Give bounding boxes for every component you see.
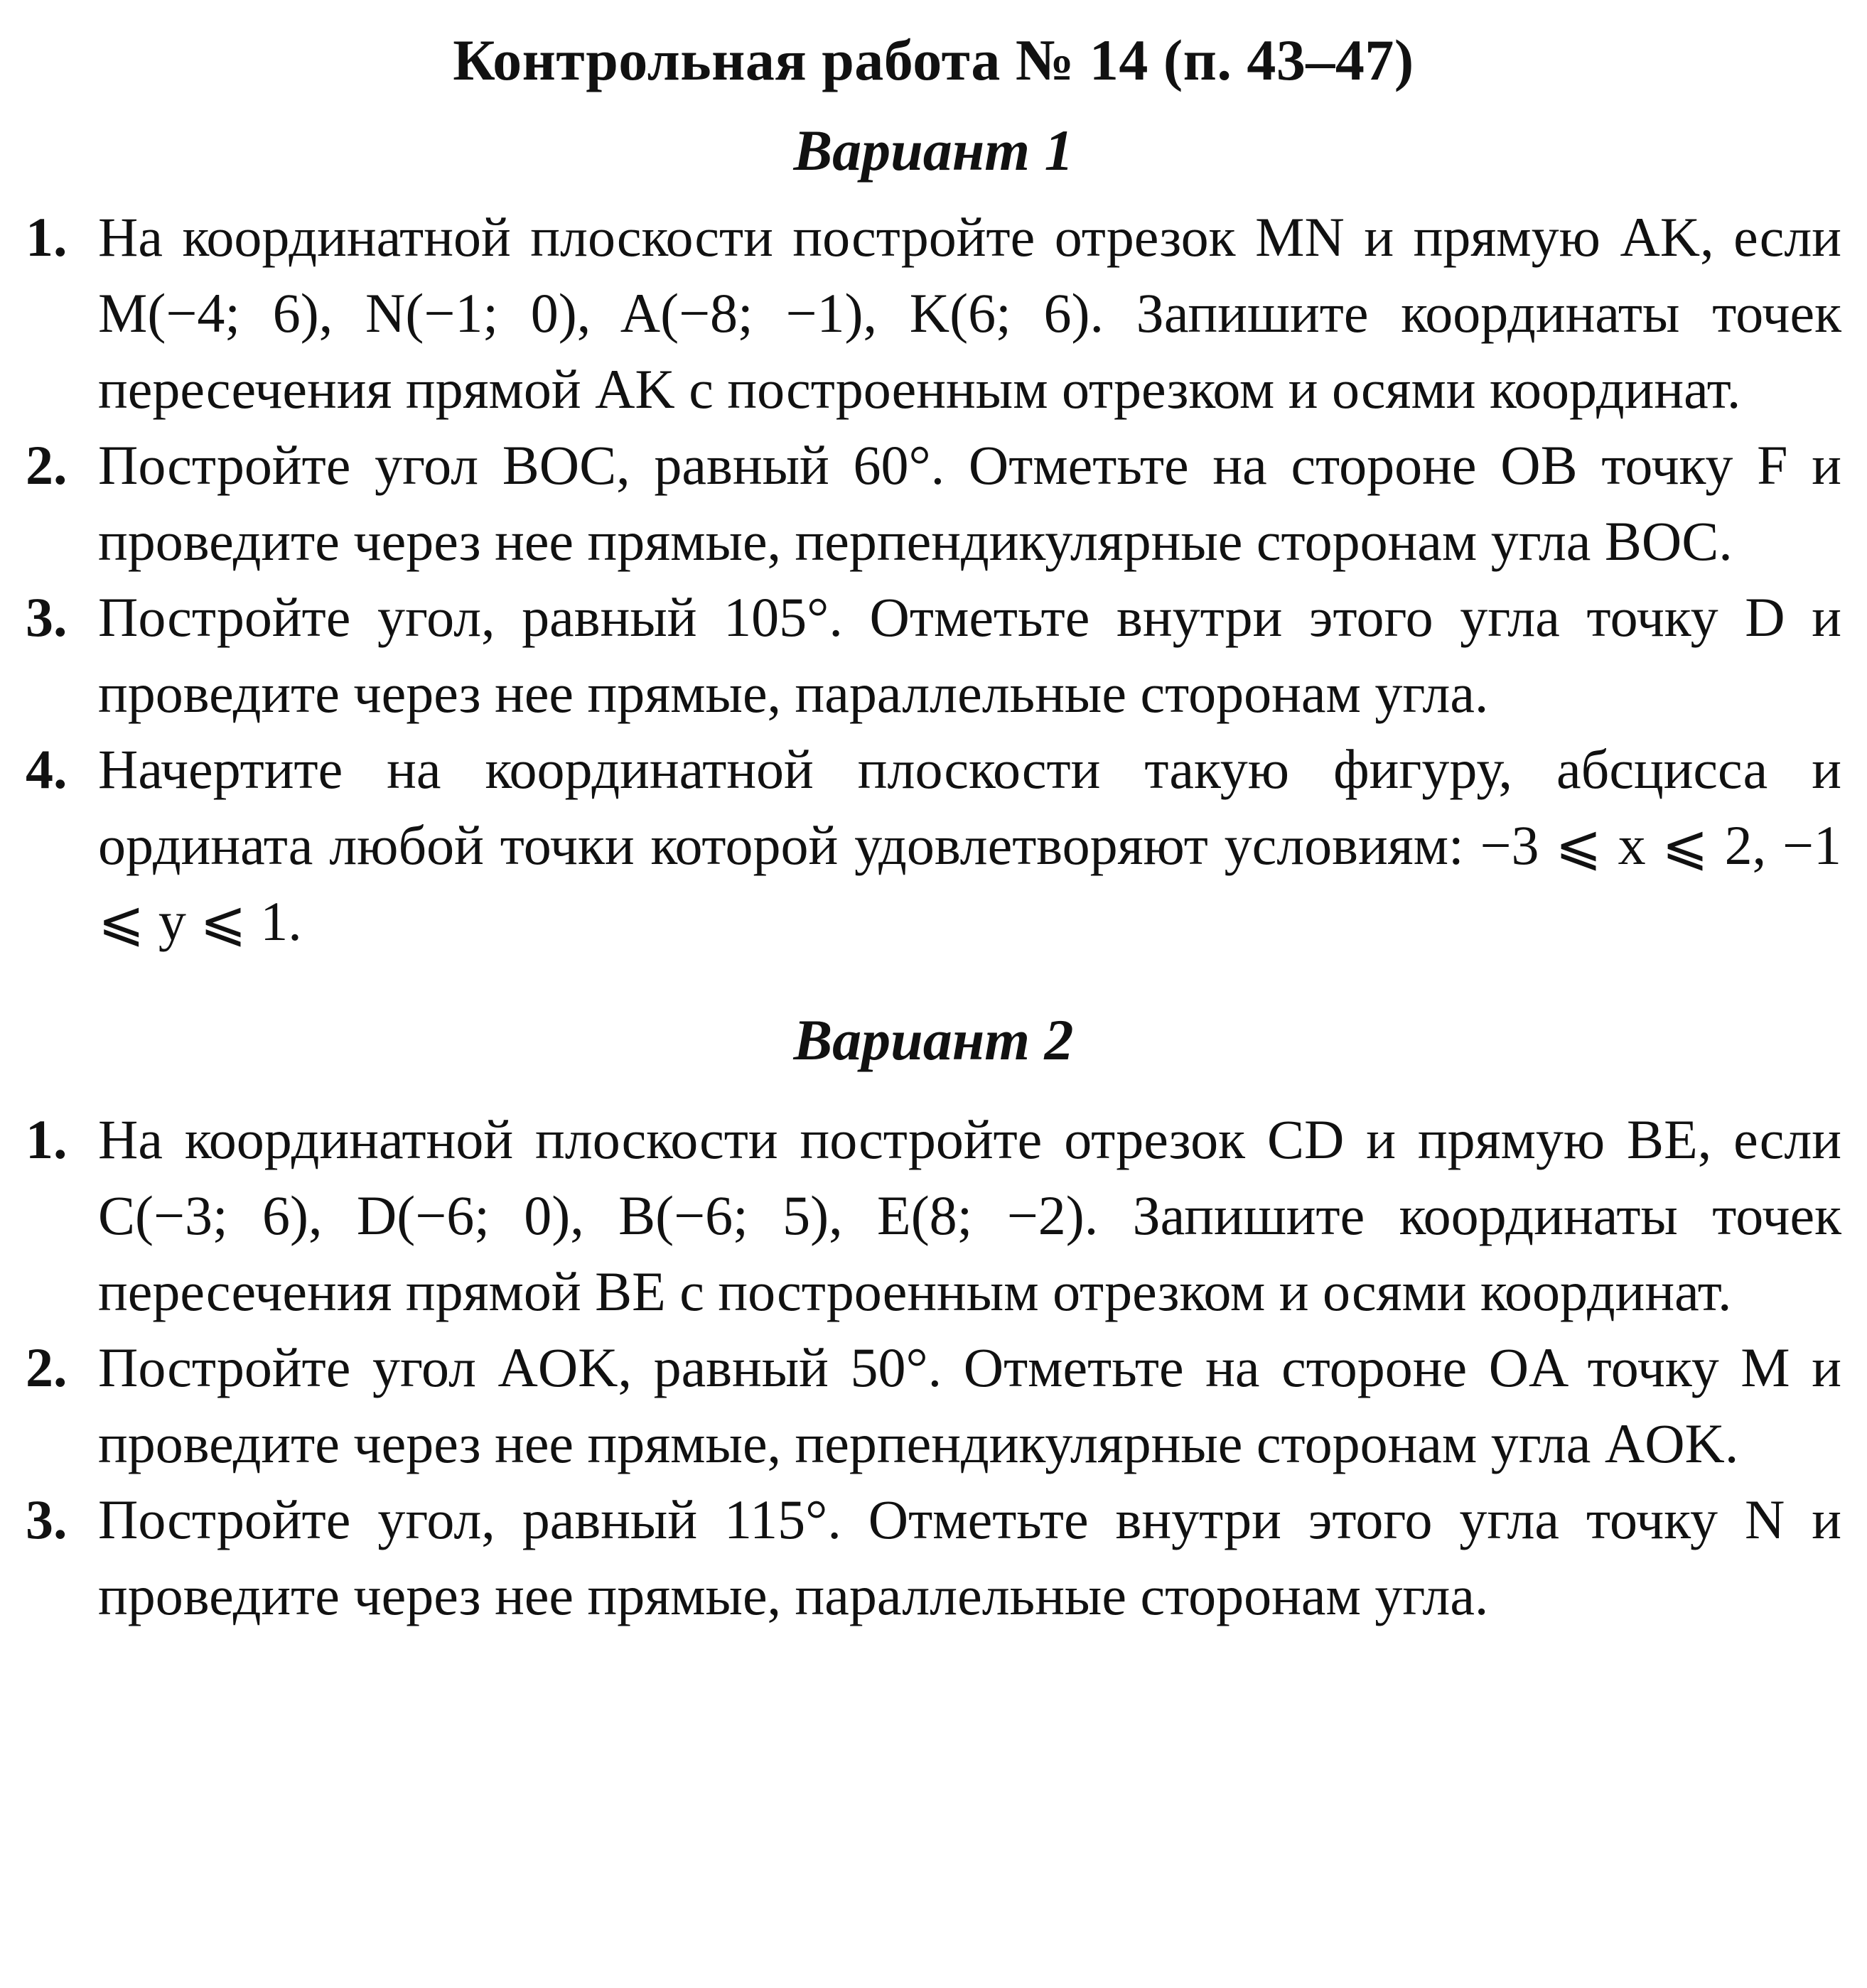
task-number: 1.: [26, 206, 68, 268]
document-title: Контрольная работа № 14 (п. 43–47): [453, 28, 1414, 92]
task-number: 1.: [26, 1108, 68, 1170]
task-text: Постройте угол, равный 115°. Отметьте внутри этого угла точку N и проведите через нее прямые, параллельные сторонам угла.: [98, 1489, 1841, 1626]
variant-1: [26, 111, 1841, 959]
task-number: 3.: [26, 586, 68, 648]
task-number: 2.: [26, 434, 68, 496]
task-text: Постройте угол BOC, равный 60°. Отметьте на стороне OB точку F и проведите через нее прямые, перпендикулярные сторонам угла BOC.: [98, 434, 1841, 572]
task-text: На координатной плоскости постройте отрезок MN и прямую AK, если M(−4; 6), N(−1; 0), A(−8; −1), K(6; 6). Запишите координаты точек пересечения прямой AK с построенным отрезком и осями координат.: [98, 206, 1841, 420]
variant-2-heading: Вариант 2: [793, 1007, 1074, 1072]
task-number: 4.: [26, 738, 68, 800]
variant-1-task-4: [26, 731, 1841, 959]
variant-2-task-1: [26, 1101, 1841, 1329]
task-text: Постройте угол AOK, равный 50°. Отметьте на стороне OA точку M и проведите через нее прямые, перпендикулярные сторонам угла AOK.: [98, 1336, 1841, 1474]
variant-2-task-2: [26, 1329, 1841, 1481]
task-text: На координатной плоскости постройте отрезок CD и прямую BE, если C(−3; 6), D(−6; 0), B(−6; 5), E(8; −2). Запишите координаты точек пересечения прямой BE с построенным отрезком и осями координат.: [98, 1108, 1841, 1322]
variant-1-heading: Вариант 1: [793, 118, 1074, 183]
task-text: Начертите на координатной плоскости такую фигуру, абсцисса и ордината любой точки которой удовлетворяют условиям: −3 ⩽ x ⩽ 2, −1 ⩽ y ⩽ 1.: [98, 738, 1841, 952]
variant-2-task-3: [26, 1481, 1841, 1633]
task-number: 2.: [26, 1336, 68, 1398]
variant-1-task-1: [26, 199, 1841, 427]
variant-1-task-2: [26, 427, 1841, 579]
task-number: 3.: [26, 1489, 68, 1550]
variant-2: [26, 1000, 1841, 1633]
task-text: Постройте угол, равный 105°. Отметьте внутри этого угла точку D и проведите через нее прямые, параллельные сторонам угла.: [98, 586, 1841, 724]
document-page: [26, 21, 1841, 1633]
variant-1-task-3: [26, 579, 1841, 731]
